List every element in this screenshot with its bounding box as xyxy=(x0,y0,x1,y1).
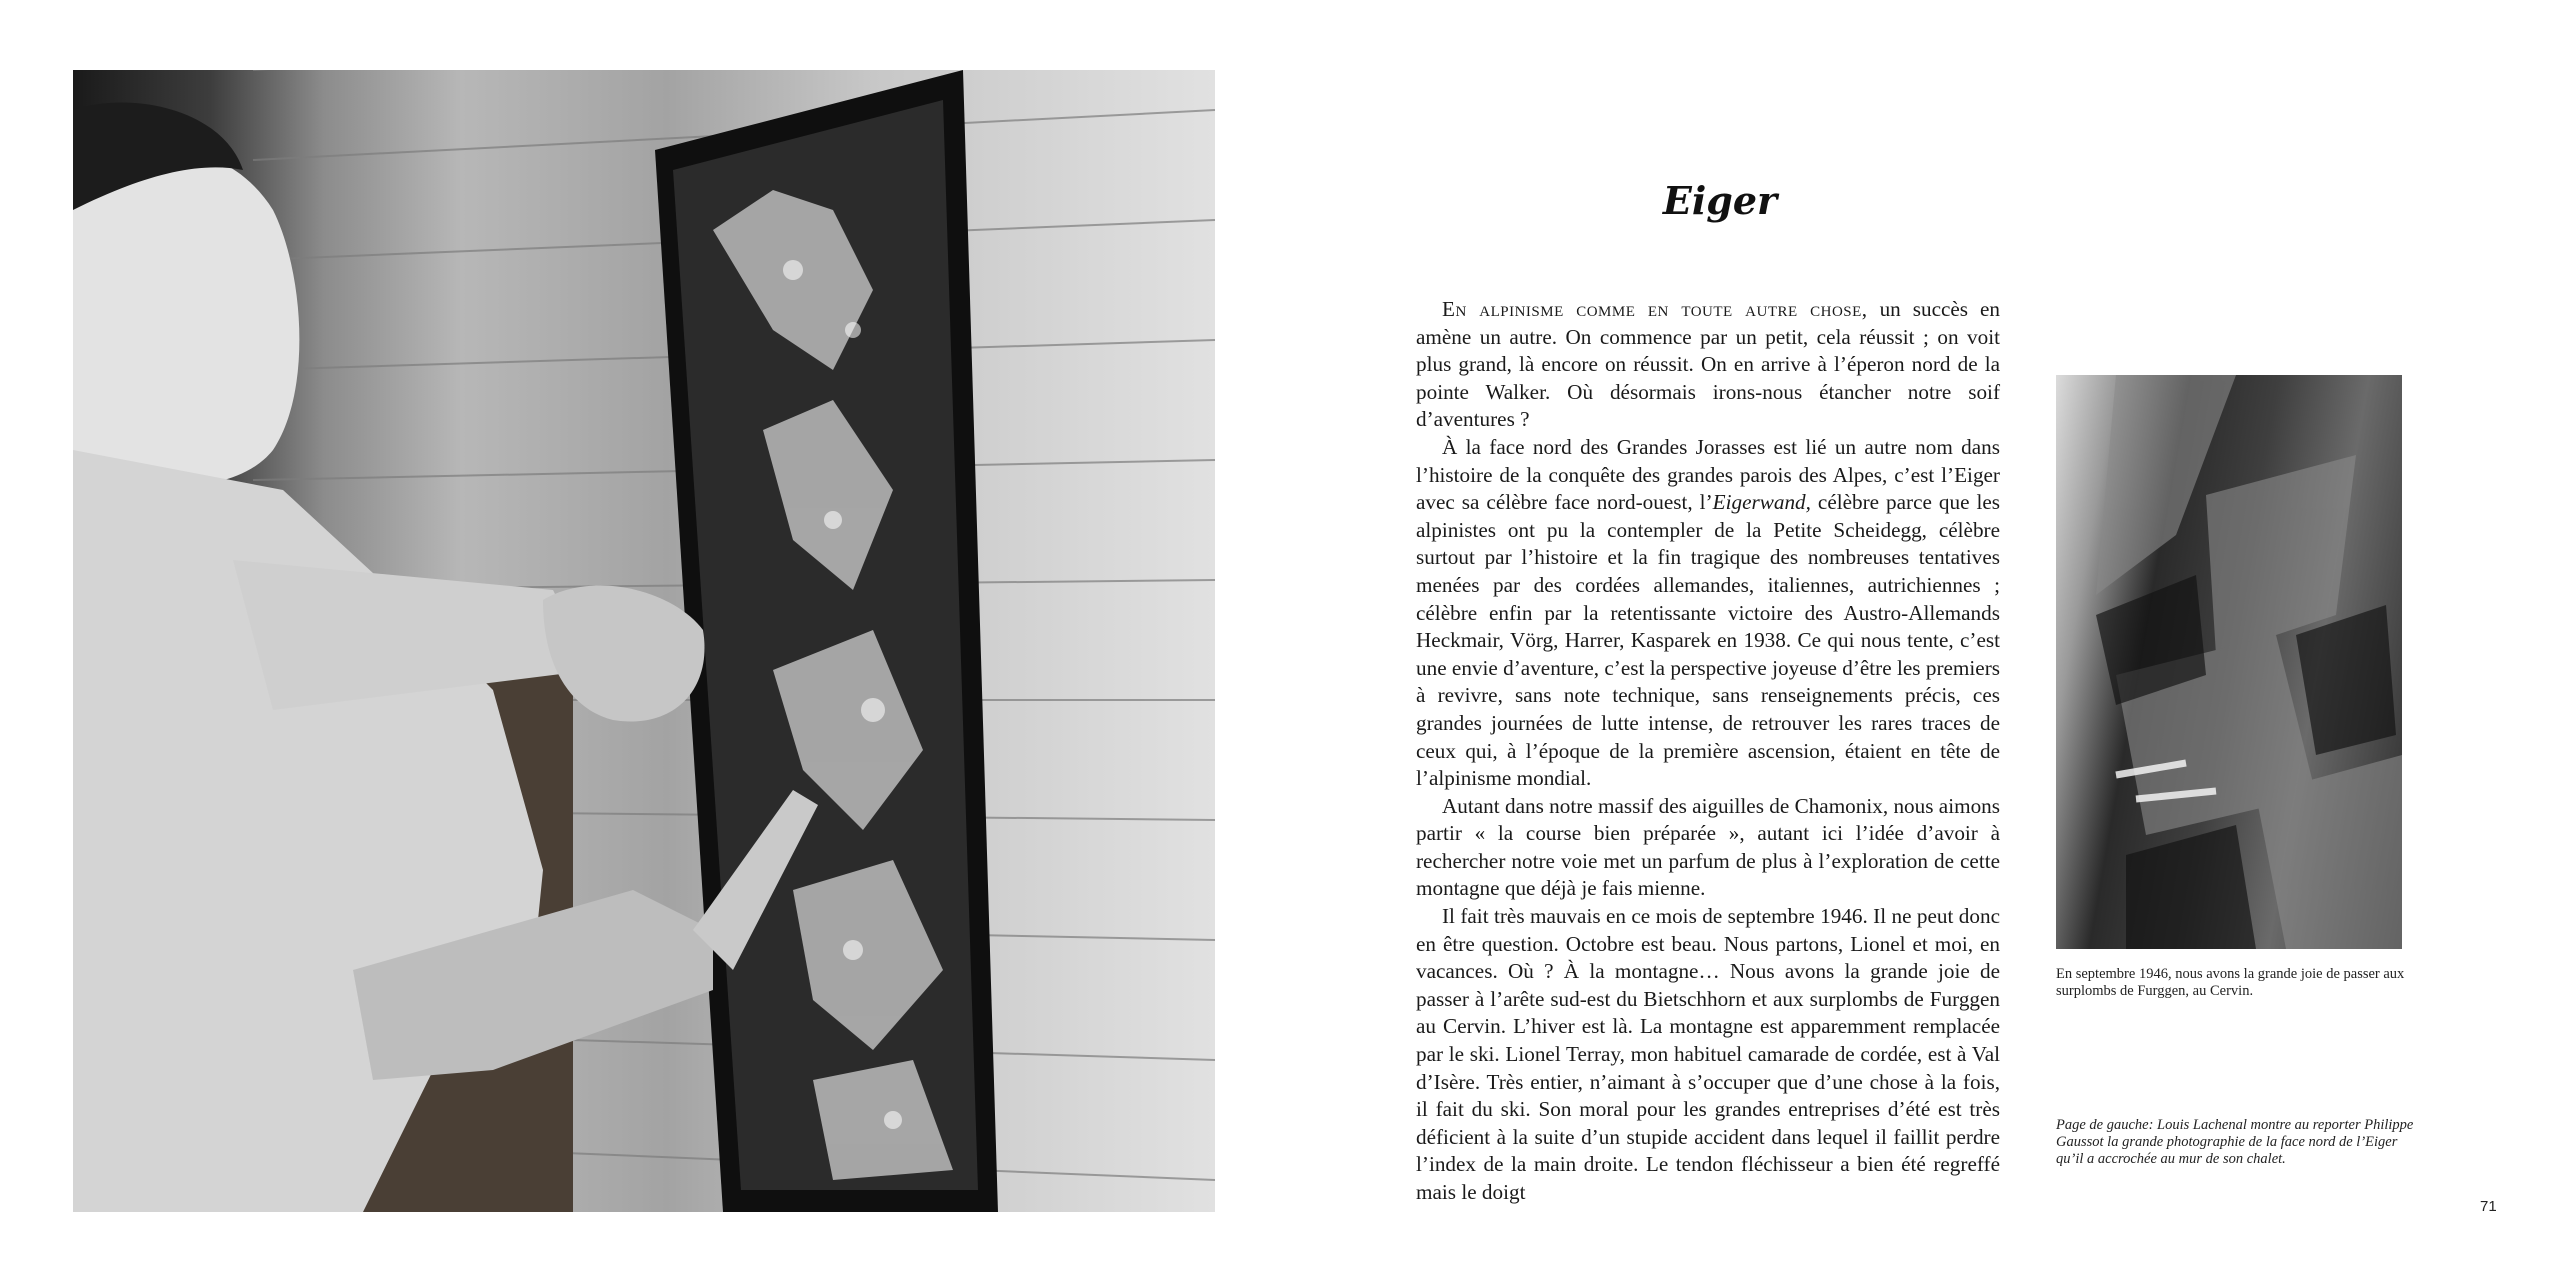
paragraph-2-text-b: célèbre parce que les alpinistes ont pu la contempler de la Petite Scheidegg, célèbre surtout par l’histoire et la fin tragique des nombreuses tentatives menées par des cordées allemandes, italiennes, autrichiennes ; célèbre enfin par la retentissante victoire des Austro-Allemands Heckmair, Vörg, Harrer, Kasparek en 1938. Ce qui nous tente, c’est une envie d’aventure, c’est la perspective joyeuse d’être les premiers à revivre, sans note technique, sans renseignements précis, ces grandes journées de lutte intense, de retrouver les rares traces de ceux qui, à l’époque de la première ascension, étaient en tête de l’alpinisme mondial. xyxy=(1416,490,2000,791)
body-text xyxy=(1416,296,2000,1207)
paragraph-2-italic: Eigerwand, xyxy=(1712,490,1811,515)
photo-furggen-overhangs xyxy=(2056,375,2402,949)
photo-lachenal-with-eiger-print xyxy=(73,70,1215,1212)
paragraph-3: Autant dans notre massif des aiguilles de Chamonix, nous aimons partir « la course bien préparée », autant ici l’idée d’avoir à rechercher notre voie met un parfum de plus à l’exploration de cette montagne que déjà je fais mienne. xyxy=(1416,793,2000,901)
caption-right-photo: En septembre 1946, nous avons la grande joie de passer aux surplombs de Furggen, au Cervin. xyxy=(2056,966,2405,999)
paragraph-2 xyxy=(1416,434,2000,793)
page-number: 71 xyxy=(2480,1198,2497,1215)
caption-left-page: Page de gauche: Louis Lachenal montre au reporter Philippe Gaussot la grande photographie de la face nord de l’Eiger qu’il a accrochée au mur de son chalet. xyxy=(2056,1117,2414,1167)
paragraph-1 xyxy=(1416,296,2000,434)
paragraph-1-lead: En alpinisme comme en toute autre chose, xyxy=(1442,297,1868,321)
paragraph-4: Il fait très mauvais en ce mois de septembre 1946. Il ne peut donc en être question. Octobre est beau. Nous partons, Lionel et moi, en vacances. Où ? À la montagne… Nous avons la grande joie de passer à l’arête sud-est du Bietschhorn et aux surplombs de Furggen au Cervin. L’hiver est là. La montagne est apparemment remplacée par le ski. Lionel Terray, mon habituel camarade de cordée, est à Val d’Isère. Très entier, n’aimant à s’occuper que d’une chose à la fois, il fait du ski. Son moral pour les grandes entreprises d’été est très déficient à la suite d’un stupide accident dans lequel il faillit perdre l’index de la main droite. Le tendon fléchisseur a bien été regreffé mais le doigt xyxy=(1416,904,2000,1204)
paragraph-2-text-a: À la face nord des Grandes Jorasses est lié un autre nom dans l’histoire de la conquête des grandes parois des Alpes, c’est l’Eiger avec sa célèbre face nord-ouest, l’ xyxy=(1416,434,2000,515)
paragraph-1-text: un succès en amène un autre. On commence par un petit, cela réussit ; on voit plus grand, là encore on réussit. On en arrive à l’éperon nord de la pointe Walker. Où désormais irons-nous étancher notre soif d’aventures ? xyxy=(1416,297,2000,432)
chapter-title: Eiger xyxy=(1662,178,1778,223)
